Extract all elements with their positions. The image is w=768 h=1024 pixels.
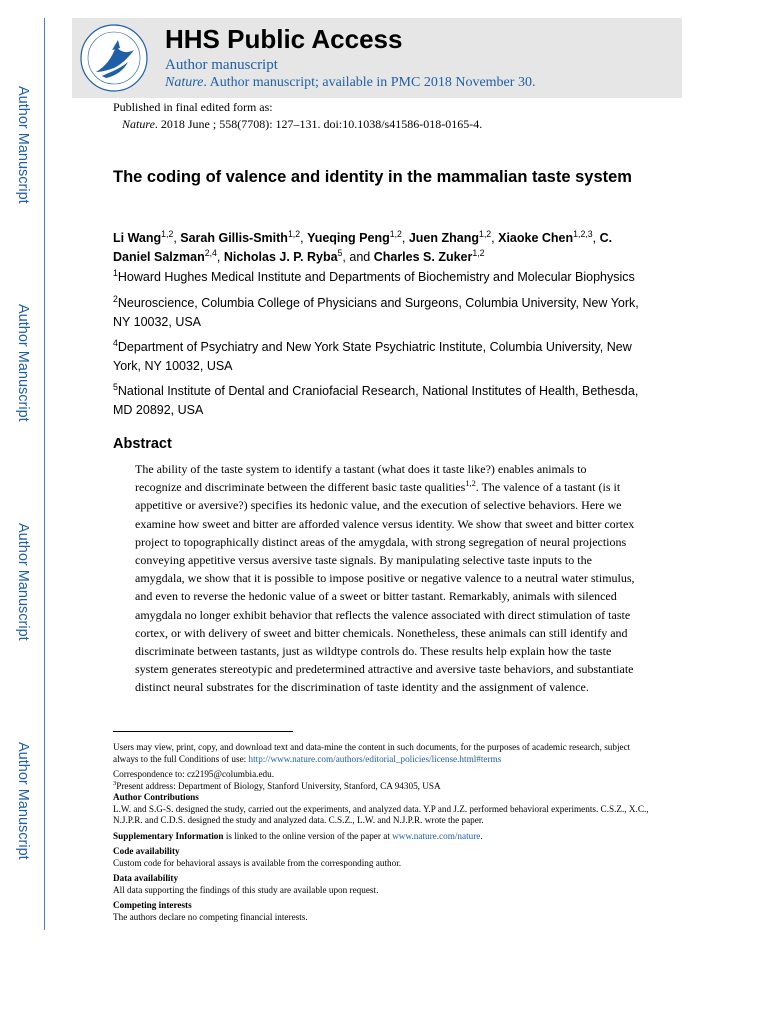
manuscript-type: Author manuscript bbox=[165, 57, 278, 73]
author-list: Li Wang$^{1,2}$, Sarah Gillis-Smith$^{1,2}$, Yueqing Peng$^{1,2}$, Juen Zhang$^{1,2}$, Xiaoke Chen$^{1,2,3}$, C. Daniel Salzman$^{2,4}$, Nicholas J. P. Ryba$^5$, and Charles S. Zuker$^{1,2}$ bbox=[113, 228, 613, 264]
author-name: Juen Zhang bbox=[408, 231, 479, 245]
footnotes bbox=[113, 742, 653, 923]
contributions-text: L.W. and S.G-S. designed the study, carried out the experiments, and analyzed data. Y.P and J.Z. performed behavioral experiments. C.S.Z., X.C., N.J.P.R. and C.D.S. designed the study and analyzed data. C.S.Z., L.W. and N.J.P.R. wrote the paper. bbox=[113, 803, 649, 825]
data-heading: Data availability bbox=[113, 873, 179, 883]
nature-link[interactable]: www.nature.com/nature bbox=[392, 830, 481, 841]
author-name: Charles S. Zuker bbox=[373, 250, 473, 264]
author-name: Xiaoke Chen bbox=[498, 231, 574, 245]
affiliation-4: $^4$Department of Psychiatry and New York State Psychiatric Institute, Columbia University, New York, NY 10032, USA bbox=[113, 337, 632, 373]
availability-line: Nature. Author manuscript; available in PMC 2018 November 30. bbox=[165, 75, 536, 90]
citation: Nature. 2018 June ; 558(7708): 127–131. doi:10.1038/s41586-018-0165-4. bbox=[122, 117, 483, 131]
abstract-heading: Abstract bbox=[113, 436, 172, 452]
author-name: Sarah Gillis-Smith bbox=[180, 231, 288, 245]
affiliation-1: $^1$Howard Hughes Medical Institute and Departments of Biochemistry and Molecular Biophysics bbox=[113, 267, 635, 284]
margin-rule bbox=[44, 18, 45, 930]
hhs-eagle-seal-icon bbox=[78, 22, 150, 94]
competing-text: The authors declare no competing financial interests. bbox=[113, 911, 308, 922]
code-heading: Code availability bbox=[113, 846, 180, 856]
hhs-title: HHS Public Access bbox=[165, 24, 403, 54]
terms-note: Users may view, print, copy, and download text and data-mine the content in such documents, for the purposes of academic research, subject always to the full Conditions of use: http://www.nature.com/authors/editorial_policies/license.html#terms bbox=[113, 742, 631, 764]
author-name: Yueqing Peng bbox=[307, 231, 390, 245]
competing-heading: Competing interests bbox=[113, 900, 192, 910]
present-address-note: $^3$Present address: Department of Biology, Stanford University, Stanford, CA 94305, USA bbox=[113, 779, 441, 791]
published-label: Published in final edited form as: bbox=[113, 100, 273, 114]
footnote-rule bbox=[113, 731, 293, 732]
terms-link[interactable]: http://www.nature.com/authors/editorial_policies/license.html#terms bbox=[248, 753, 502, 764]
affiliation-5: $^5$National Institute of Dental and Craniofacial Research, National Institutes of Health, Bethesda, MD 20892, USA bbox=[113, 381, 639, 417]
abstract-text: The ability of the taste system to identify a tastant (what does it taste like?) enables animals to recognize and discriminate between the different basic taste qualities$^{1,2}$. The valence of a tastant (is it appetitive or aversive?) specifies its hedonic value, and the execution of selective behaviors. Here we examine how sweet and bitter are afforded valence versus identity. We show that sweet and bitter cortex project to topographically distinct areas of the amygdala, with strong segregation of neural projections conveying appetitive versus aversive taste signals. By manipulating selective taste inputs to the amygdala, we show that it is possible to impose positive or negative valence to a neutral water stimulus, and even to reverse the hedonic value of a sweet or bitter tastant. Remarkably, animals with silenced amygdala no longer exhibit behavior that reflects the valence associated with direct stimulation of taste cortex, or with delivery of sweet and bitter chemicals. Nonetheless, these animals can still identify and discriminate between tastants, just as wildtype controls do. These results help explain how the taste system generates stereotypic and predetermined attractive and aversive taste behaviors, and substantiate distinct neural substrates for the discrimination of taste identity and the assignment of valence. bbox=[135, 462, 635, 695]
data-text: All data supporting the findings of this study are available upon request. bbox=[113, 884, 379, 895]
code-text: Custom code for behavioral assays is available from the corresponding author. bbox=[113, 857, 402, 868]
author-name: Nicholas J. P. Ryba bbox=[223, 250, 338, 264]
author-name: C. Daniel Salzman bbox=[113, 231, 613, 264]
contributions-heading: Author Contributions bbox=[113, 792, 199, 802]
supplementary-note: Supplementary Information is linked to the online version of the paper at www.nature.com/nature. bbox=[113, 830, 483, 841]
affiliation-2: $^2$Neuroscience, Columbia College of Physicians and Surgeons, Columbia University, New York, NY 10032, USA bbox=[113, 293, 639, 329]
correspondence-note: Correspondence to: cz2195@columbia.edu. bbox=[113, 769, 275, 779]
article-title: The coding of valence and identity in the mammalian taste system bbox=[113, 168, 632, 186]
author-name: Li Wang bbox=[113, 231, 162, 245]
